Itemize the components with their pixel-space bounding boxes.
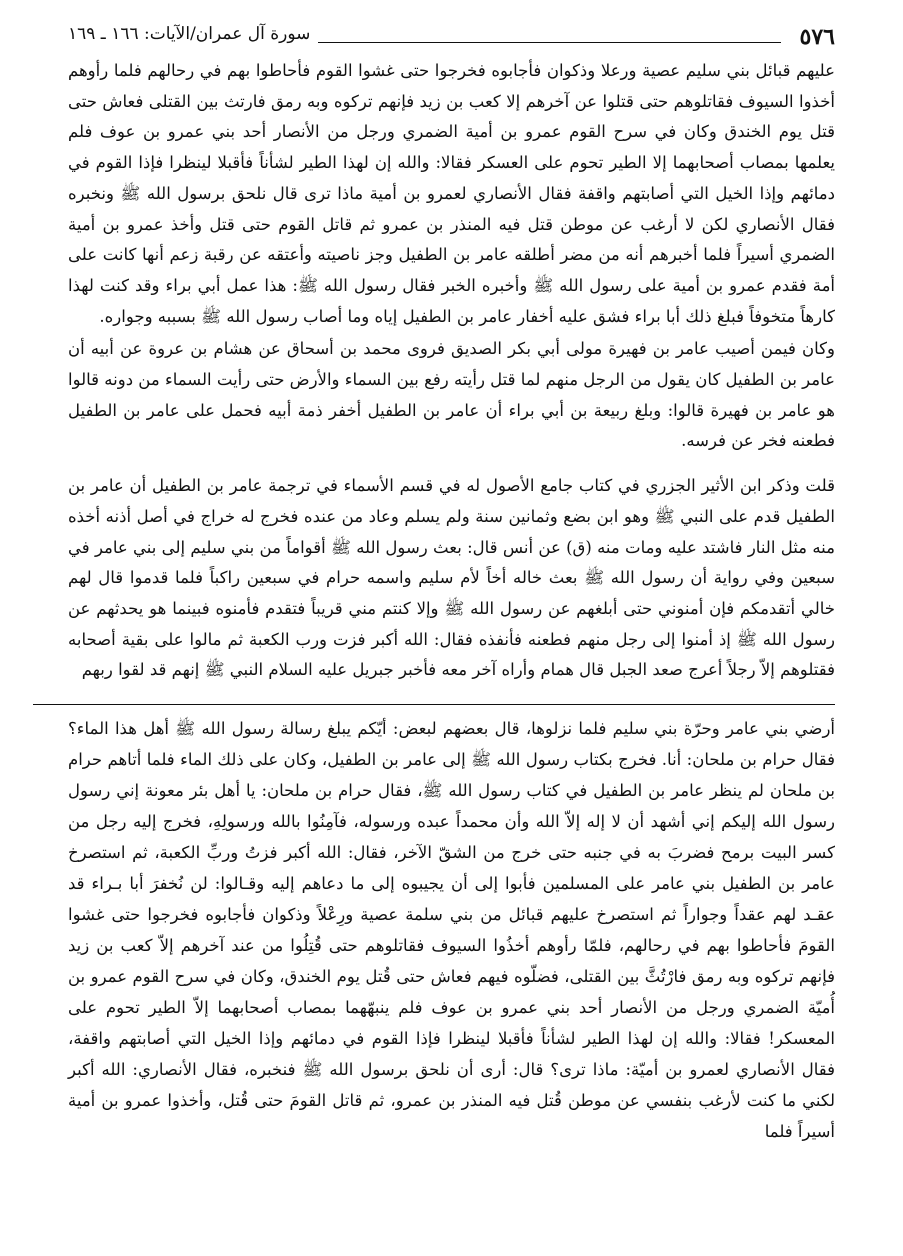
main-text — [68, 56, 835, 686]
paragraph: وكان فيمن أصيب عامر بن فهيرة مولى أبي بكر الصديق فروى محمد بن أسحاق عن هشام بن عروة عن أبيه أن عامر بن الطفيل كان يقول من الرجل منهم لما قتل رأيته رفع بين السماء والأرض حتى رأيت السماء من دونه قالوا هو عامر بن فهيرة قالوا: وبلغ ربيعة بن أبي براء أن عامر بن الطفيل أخفر ذمة أبيه فحمل على عامر بن الطفيل فطعنه فخر عن فرسه. — [68, 339, 835, 451]
footnote-divider — [33, 704, 835, 705]
header-rule — [318, 42, 781, 43]
page-number: ٥٧٦ — [799, 24, 835, 50]
page-header — [68, 24, 835, 56]
footnote: أرضي بني عامر وحرّة بني سليم فلما نزلوها، قال بعضهم لبعض: أيّكم يبلغ رسالة رسول الله ﷺ أهل هذا الماء؟ فقال حرام بن ملحان: أنا. فخرج بكتاب رسول الله ﷺ إلى عامر بن الطفيل، وكان على ذلك الماء فلما أتاهم حرام بن ملحان لم ينظر عامر بن الطفيل في كتاب رسول الله ﷺ، فقال حرام بن ملحان: يا أهل بئر معونة إني رسول رسول الله إليكم إني أشهد أن لا إله إلاّ الله وأن محمداً عبده ورسوله، فآمِنُوا بالله ورسولِهِ، فخرج إليه رجل من كسر البيت برمح فضربَ به في جنبه حتى خرج من الشقّ الآخر، فقال: الله أكبر فزتُ وربِّ الكعبة، ثم استصرخ عامر بن الطفيل بني عامر على المسلمين فأبوا إلى أن يجيبوه إلى ما دعاهم إليه وقـالوا: لن نُخفرَ أبا بـراء قد عقـد لهم عقداً وجواراً ثم استصرخ عليهم قبائل من بني سلمة عصية ورِعْلاً وذكوان فأجابوه فخرجوا حتى غشوا القومَ فأحاطوا بهم في رحالهم، فلمّا رأوهم أخذُوا السيوف فقاتلوهم حتى قُتِلُوا من عند آخرهم إلاّ كعب بن زيد فإنهم تركوه وبه رمق فارْتُثَّ بين القتلى، فضلّوه فيهم فعاش حتى قُتل يوم الخندق، وكان في سرح القوم عمرو بن أُميّة الضمري ورجل من الأنصار أحد بني عمرو بن عوف فلم ينبهّهما بمصاب أصحابهما إلاّ الطير تحوم على المعسكر! فقالا: والله إن لهذا الطير لشأناً فأقبلا لينظرا فإذا القوم في دمائهم وإذا الخيل التي أصابتهم واقفة، فقال الأنصاري لعمرو بن أميّة: ماذا ترى؟ قال: أرى أن نلحق برسول الله ﷺ فنخبره، فقال الأنصاري: الله أكبر لكني ما كنت لأرغب بنفسي عن موطن قُتل فيه المنذر بن عمرو، ثم قاتل القومَ حتى قُتل، وأخذوا عمرو بن أمية أسيراً فلما — [68, 719, 836, 1142]
paragraph: عليهم قبائل بني سليم عصية ورعلا وذكوان فأجابوه فخرجوا حتى غشوا القوم فأحاطوا بهم في رحالهم فلما رأوهم أخذوا السيوف فقاتلوهم حتى قتلوا عن آخرهم إلا كعب بن زيد فإنهم تركوه وبه رمق فارتث بين القتلى فعاش حتى قتل يوم الخندق وكان في سرح القوم عمرو بن أمية الضمري ورجل من الأنصار أحد بني عمرو بن عوف فلم يعلمها بمصاب أصحابهما إلا الطير تحوم على العسكر فقالا: والله إن لهذا الطير لشأناً فأقبلا لينظرا فإذا القوم في دمائهم وإذا الخيل التي أصابتهم واقفة فقال الأنصاري لعمرو بن أمية ماذا ترى قال نلحق برسول الله ﷺ ونخبره فقال الأنصاري لكن لا أرغب عن موطن قتل فيه المنذر بن عمرو ثم قاتل القوم حتى قتل وأخذ عمرو بن أمية الضمري أسيراً فلما أخبرهم أنه من مضر أطلقه عامر بن الطفيل وجز ناصيته وأعتقه عن رقبة زعم أنها كانت على أمة فقدم عمرو بن أمية على رسول الله ﷺ وأخبره الخبر فقال رسول الله ﷺ: هذا عمل أبي براء وقد كنت لهذا كارهاً متخوفاً فبلغ ذلك أبا براء فشق عليه أخفار عامر بن الطفيل إياه وما أصاب رسول الله ﷺ بسببه وجواره. — [68, 61, 835, 326]
running-head: سورة آل عمران/الآيات: ١٦٦ ـ ١٦٩ — [68, 24, 311, 44]
paragraph: قلت وذكر ابن الأثير الجزري في كتاب جامع الأصول له في قسم الأسماء في ترجمة عامر بن الطفيل أن عامر بن الطفيل قدم على النبي ﷺ وهو ابن بضع وثمانين سنة ولم يسلم وعاد من عنده فخرج له خراج في أصل أذنه أخذه منه مثل النار فاشتد عليه ومات منه (ق) عن أنس قال: بعث رسول الله ﷺ أقواماً من بني سليم إلى بني عامر في سبعين وفي رواية أن رسول الله ﷺ بعث خاله أخاً لأم سليم واسمه حرام في سبعين راكباً فلما قدموا قال لهم خالي أتقدمكم فإن أمنوني حتى أبلغهم عن رسول الله ﷺ وإلا كنتم مني قريباً فتقدم فأمنوه فبينما هو يحدثهم عن رسول الله ﷺ إذ أمنوا إلى رجل منهم فطعنه فأنفذه فقال: الله أكبر فزت ورب الكعبة ثم مالوا على بقية أصحابه فقتلوهم إلاّ رجلاً أعرج صعد الجبل قال همام وأراه آخر معه فأخبر جبريل عليه السلام النبي ﷺ إنهم قد لقوا ربهم — [68, 476, 835, 680]
